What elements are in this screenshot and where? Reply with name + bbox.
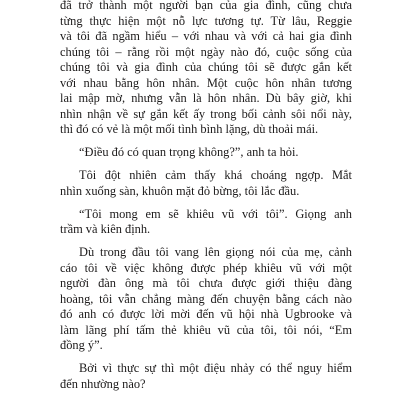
text-line: nhìn nhận về sự gắn kết ấy trong bối cảnh sôi nổi này, xyxy=(60,106,352,121)
text-line: và tôi đã ngầm hiểu – với nhau và với cả hai gia đình xyxy=(60,29,352,43)
text-line: đó anh có được lời mời đến vũ hội nhà Ugbrooke và xyxy=(60,307,352,321)
paragraph xyxy=(60,361,352,392)
text-line: từng thực hiện một nỗ lực tương tự. Từ lâu, Reggie xyxy=(60,13,352,28)
text-line: làm lãng phí tấm thẻ khiêu vũ của tôi, tôi nói, “Em xyxy=(60,322,352,337)
text-line: đã trở thành một người bạn của gia đình, cũng chưa xyxy=(60,0,352,12)
text-line: hoàng, tôi vẫn chẳng màng đến chuyện bằng cách nào xyxy=(60,291,352,306)
text-line: trầm và kiên định. xyxy=(60,222,151,236)
paragraph-dialogue xyxy=(60,207,352,238)
paragraph-dialogue xyxy=(60,145,352,161)
paragraph xyxy=(60,245,352,354)
text-line: lai mập mờ, nhưng vẫn là hôn nhân. Dù bây giờ, khi xyxy=(60,91,352,105)
paragraph-continued xyxy=(60,0,352,138)
text-line: thì đó có vẻ là một mối tình bình lặng, dù thoải mái. xyxy=(60,122,319,136)
text-line: chúng tôi – rằng rồi một ngày nào đó, cuộc sống của xyxy=(60,44,352,59)
text-line: người đàn ông mà tôi chưa được giới thiệu đàng xyxy=(60,276,352,290)
text-line: “Tôi mong em sẽ khiêu vũ với tôi”. Giọng anh xyxy=(79,206,352,221)
text-line: đồng ý”. xyxy=(60,338,103,352)
text-line: Dù trong đầu tôi vang lên giọng nói của mẹ, cảnh xyxy=(79,245,352,259)
text-line: Bởi vì thực sự thì một điệu nhảy có thể nguy hiểm xyxy=(79,361,352,375)
paragraph xyxy=(60,168,352,199)
text-line: nhìn xuống sàn, khuôn mặt đỏ bừng, tôi lắc đầu. xyxy=(60,183,300,198)
text-line: cáo tôi về việc không được phép khiêu vũ với một xyxy=(60,260,352,275)
text-line: chúng tôi và gia đình của chúng tôi sẽ được gắn kết xyxy=(60,60,352,74)
text-line: “Điều đó có quan trọng không?”, anh ta hỏi. xyxy=(79,145,299,159)
body-text xyxy=(60,0,352,400)
text-line: với nhau bằng hôn nhân. Một cuộc hôn nhân tương xyxy=(60,75,352,90)
text-line: đến nhường nào? xyxy=(60,376,146,391)
text-line: Tôi đột nhiên cảm thấy khá choáng ngợp. Mắt xyxy=(79,168,352,182)
